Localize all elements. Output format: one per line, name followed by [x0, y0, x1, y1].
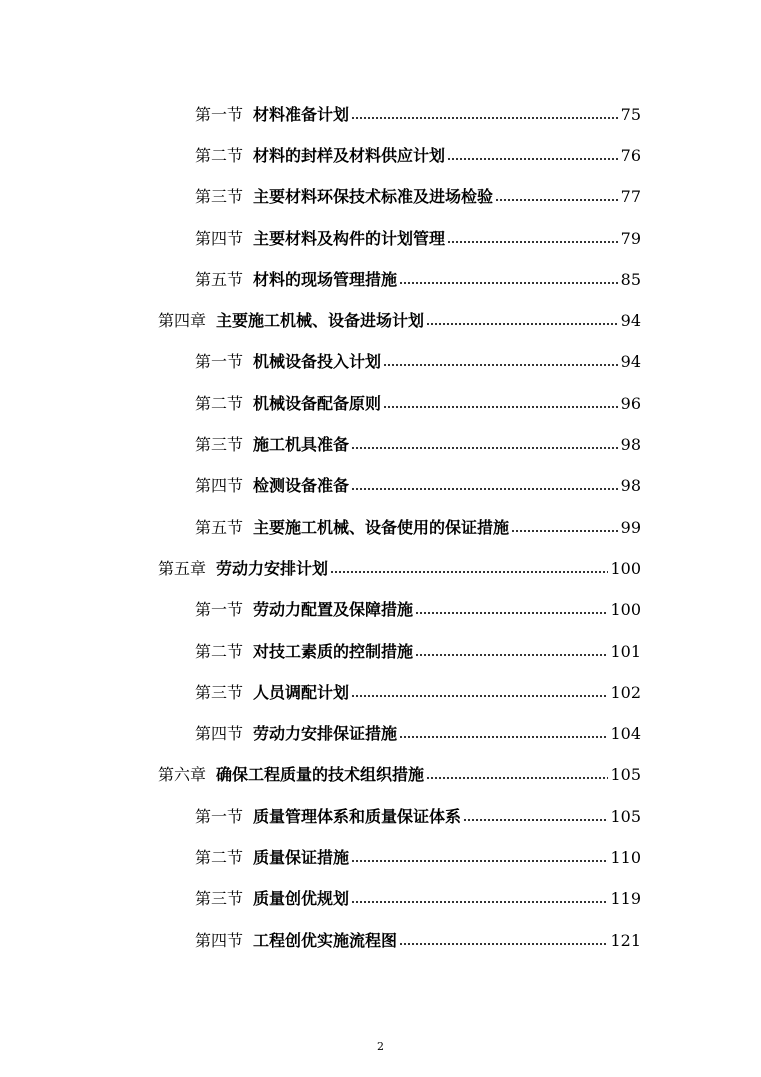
- dot-leader: [399, 735, 608, 739]
- toc-entry-title: 劳动力安排计划: [216, 558, 329, 578]
- dot-leader: [351, 694, 608, 698]
- toc-entry[interactable]: [0, 342, 761, 383]
- toc-entry-title: 质量管理体系和质量保证体系: [253, 806, 462, 826]
- dot-leader: [383, 405, 619, 409]
- toc-entry-number: 第三节: [195, 682, 244, 702]
- dot-leader: [511, 529, 619, 533]
- toc-entry-number: 第二节: [195, 641, 244, 661]
- toc-entry-page: 100: [610, 600, 641, 620]
- toc-entry-title: 对技工素质的控制措施: [253, 641, 414, 661]
- dot-leader: [426, 776, 608, 780]
- toc-entry-number: 第三节: [195, 187, 244, 207]
- toc-entry-title: 劳动力安排保证措施: [253, 724, 398, 744]
- toc-entry[interactable]: [0, 920, 761, 961]
- toc-entry-page: 104: [610, 724, 641, 744]
- toc-entry-number: 第一节: [195, 104, 244, 124]
- dot-leader: [351, 859, 608, 863]
- toc-entry-title: 材料准备计划: [253, 104, 350, 124]
- toc-entry-page: 94: [620, 311, 641, 331]
- toc-entry[interactable]: [0, 383, 761, 424]
- toc-entry[interactable]: [0, 713, 761, 754]
- toc-entry-page: 75: [620, 104, 641, 124]
- dot-leader: [463, 818, 608, 822]
- toc-entry-number: 第一节: [195, 352, 244, 372]
- dot-leader: [495, 198, 619, 202]
- toc-entry-page: 85: [620, 269, 641, 289]
- toc-entry-page: 102: [610, 682, 641, 702]
- toc-entry-page: 99: [620, 517, 641, 537]
- toc-entry[interactable]: [0, 879, 761, 920]
- dot-leader: [351, 487, 619, 491]
- toc-entry-page: 96: [620, 393, 641, 413]
- dot-leader: [399, 281, 619, 285]
- toc-entry-number: 第五章: [158, 558, 207, 578]
- toc-entry-page: 101: [610, 641, 641, 661]
- toc-entry-number: 第四节: [195, 930, 244, 950]
- toc-entry-title: 材料的封样及材料供应计划: [253, 145, 446, 165]
- toc-entry-page: 76: [620, 145, 641, 165]
- toc-entry-title: 检测设备准备: [253, 476, 350, 496]
- dot-leader: [399, 942, 608, 946]
- toc-entry-number: 第五节: [195, 517, 244, 537]
- toc-entry-number: 第二节: [195, 847, 244, 867]
- toc-entry-page: 121: [610, 930, 641, 950]
- toc-entry-number: 第三节: [195, 435, 244, 455]
- toc-entry[interactable]: [0, 796, 761, 837]
- toc-entry-title: 施工机具准备: [253, 435, 350, 455]
- dot-leader: [415, 611, 608, 615]
- toc-entry-page: 98: [620, 435, 641, 455]
- toc-entry-number: 第四节: [195, 724, 244, 744]
- toc-entry[interactable]: [0, 507, 761, 548]
- toc-entry-number: 第二节: [195, 145, 244, 165]
- toc-entry-number: 第六章: [158, 765, 207, 785]
- toc-entry[interactable]: [0, 631, 761, 672]
- toc-entry[interactable]: [0, 135, 761, 176]
- toc-entry-page: 105: [610, 806, 641, 826]
- toc-entry-number: 第四节: [195, 476, 244, 496]
- dot-leader: [447, 157, 619, 161]
- table-of-contents: [0, 94, 761, 961]
- dot-leader: [383, 363, 619, 367]
- dot-leader: [415, 653, 608, 657]
- toc-entry-title: 机械设备配备原则: [253, 393, 382, 413]
- toc-entry-title: 主要材料环保技术标准及进场检验: [253, 187, 494, 207]
- toc-entry-title: 材料的现场管理措施: [253, 269, 398, 289]
- toc-entry[interactable]: [0, 837, 761, 878]
- toc-entry[interactable]: [0, 424, 761, 465]
- toc-entry-number: 第五节: [195, 269, 244, 289]
- dot-leader: [426, 322, 619, 326]
- toc-entry-title: 主要施工机械、设备进场计划: [216, 311, 425, 331]
- toc-entry-number: 第一节: [195, 806, 244, 826]
- toc-entry-page: 100: [610, 558, 641, 578]
- toc-entry-title: 劳动力配置及保障措施: [253, 600, 414, 620]
- toc-entry-page: 105: [610, 765, 641, 785]
- toc-entry-page: 110: [610, 847, 641, 867]
- toc-entry-title: 确保工程质量的技术组织措施: [216, 765, 425, 785]
- toc-entry-number: 第四节: [195, 228, 244, 248]
- toc-entry-page: 119: [610, 889, 641, 909]
- toc-entry-page: 77: [620, 187, 641, 207]
- toc-entry-page: 79: [620, 228, 641, 248]
- toc-entry[interactable]: [0, 590, 761, 631]
- toc-entry-title: 工程创优实施流程图: [253, 930, 398, 950]
- toc-entry[interactable]: [0, 177, 761, 218]
- toc-entry-number: 第四章: [158, 311, 207, 331]
- dot-leader: [447, 240, 619, 244]
- dot-leader: [351, 446, 619, 450]
- toc-entry-title: 质量创优规划: [253, 889, 350, 909]
- toc-entry[interactable]: [0, 672, 761, 713]
- dot-leader: [330, 570, 608, 574]
- toc-entry-number: 第二节: [195, 393, 244, 413]
- dot-leader: [351, 116, 619, 120]
- toc-entry-number: 第一节: [195, 600, 244, 620]
- toc-entry[interactable]: [0, 218, 761, 259]
- toc-entry-title: 主要材料及构件的计划管理: [253, 228, 446, 248]
- toc-entry-number: 第三节: [195, 889, 244, 909]
- toc-chapter-entry[interactable]: [0, 300, 761, 341]
- toc-entry-page: 98: [620, 476, 641, 496]
- page-number: 2: [377, 1040, 384, 1053]
- toc-entry-title: 人员调配计划: [253, 682, 350, 702]
- toc-entry-title: 机械设备投入计划: [253, 352, 382, 372]
- toc-entry-page: 94: [620, 352, 641, 372]
- toc-entry[interactable]: [0, 94, 761, 135]
- toc-entry[interactable]: [0, 466, 761, 507]
- toc-entry[interactable]: [0, 259, 761, 300]
- toc-entry-title: 主要施工机械、设备使用的保证措施: [253, 517, 510, 537]
- toc-chapter-entry[interactable]: [0, 548, 761, 589]
- toc-chapter-entry[interactable]: [0, 755, 761, 796]
- dot-leader: [351, 900, 608, 904]
- toc-entry-title: 质量保证措施: [253, 847, 350, 867]
